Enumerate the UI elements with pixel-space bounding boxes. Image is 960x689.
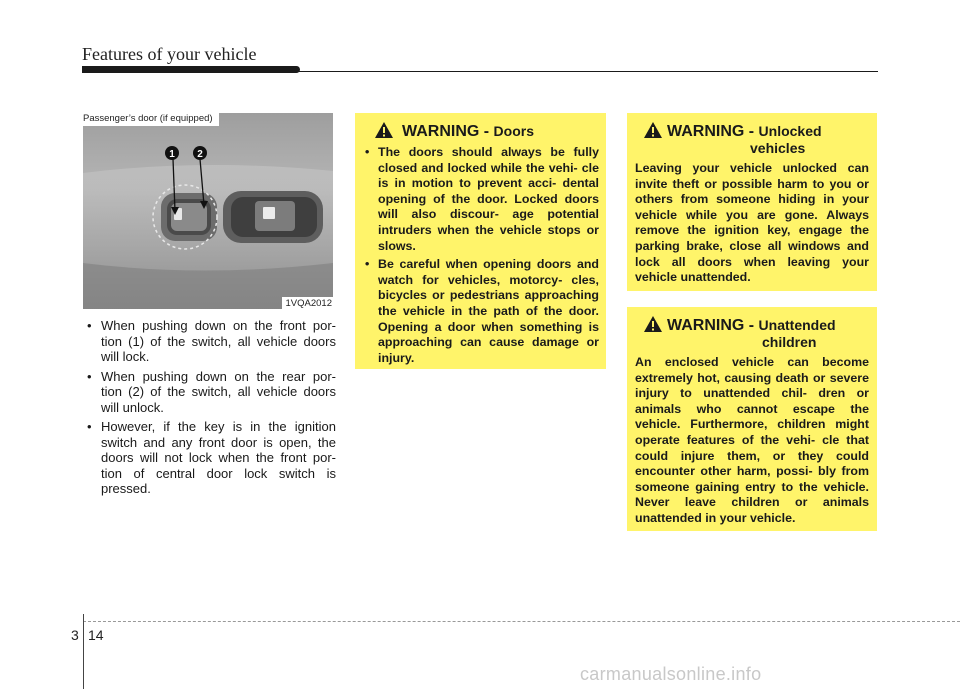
warning-topic: Doors	[493, 123, 534, 139]
warning-children-title	[635, 317, 869, 355]
warning-doors-box	[355, 113, 606, 369]
warning-doors-title	[364, 123, 599, 145]
photo-caption: Passenger’s door (if equipped)	[83, 113, 219, 126]
door-switch-photo	[83, 113, 333, 309]
warning-doors-list	[364, 145, 599, 366]
warning-children-body: An enclosed vehicle can become extremely hot, causing death or severe injury to unattended chil- dren or animals who cannot escape the vehicle. Furthermore, children might operate features of the vehi- cle that could injure them, or they could encounter other harm, possi- bly from someone gaining entry to the vehicle. Never leave children or animals unattended in your vehicle.	[635, 355, 869, 525]
warning-icon	[643, 315, 663, 333]
list-item: • When pushing down on the front por- tion (1) of the switch, all vehicle doors will lock.	[86, 318, 336, 365]
warning-children-box	[627, 307, 877, 531]
warning-dash: -	[744, 123, 759, 140]
warning-unlocked-box	[627, 113, 877, 291]
warning-icon	[643, 121, 663, 139]
list-item: • When pushing down on the rear por- tion (2) of the switch, all vehicle doors will unlock.	[86, 369, 336, 416]
warning-dash: -	[479, 123, 494, 140]
callout-1: 1	[169, 149, 175, 160]
warning-topic-line2: children	[762, 334, 817, 350]
door-switch-illustration	[83, 113, 333, 309]
warning-label: WARNING	[667, 123, 745, 140]
list-item: • Be careful when opening doors and watch for vehicles, motorcy- cles, bicycles or pedestrians approaching the vehicle in the path of the door. Opening a door when something is approaching can cause damage or injury.	[364, 257, 599, 366]
page-header-title: Features of your vehicle	[82, 44, 257, 64]
warning-topic-line2: vehicles	[750, 140, 806, 156]
footer-divider	[83, 614, 84, 689]
watermark: carmanualsonline.info	[580, 664, 762, 684]
list-item: • The doors should always be fully closed and locked while the vehi- cle is in motion to prevent acci- dental opening of the door. Locked doors will also discour- age potential intruders when the vehicle stops or slows.	[364, 145, 599, 254]
callout-2: 2	[197, 149, 203, 160]
warning-icon	[374, 121, 394, 139]
warning-unlocked-body: Leaving your vehicle unlocked can invite theft or possible harm to you or others from someone hiding in your vehicle while you are gone. Always remove the ignition key, engage the parking brake, close all windows and lock all doors when leaving your vehicle unattended.	[635, 161, 869, 285]
page-number: 14	[88, 627, 104, 643]
footer-rule	[83, 621, 960, 622]
header-rule	[82, 71, 878, 72]
warning-label: WARNING	[402, 123, 480, 140]
chapter-number: 3	[71, 627, 79, 643]
warning-dash: -	[744, 317, 759, 334]
warning-topic: Unattended	[758, 317, 836, 333]
warning-topic: Unlocked	[758, 123, 822, 139]
photo-code: 1VQA2012	[282, 297, 333, 309]
warning-unlocked-title	[635, 123, 869, 161]
instruction-list	[86, 318, 336, 501]
list-item: • However, if the key is in the ignition switch and any front door is open, the doors will not lock when the front por- tion of central door lock switch is pressed.	[86, 419, 336, 497]
warning-label: WARNING	[667, 317, 745, 334]
